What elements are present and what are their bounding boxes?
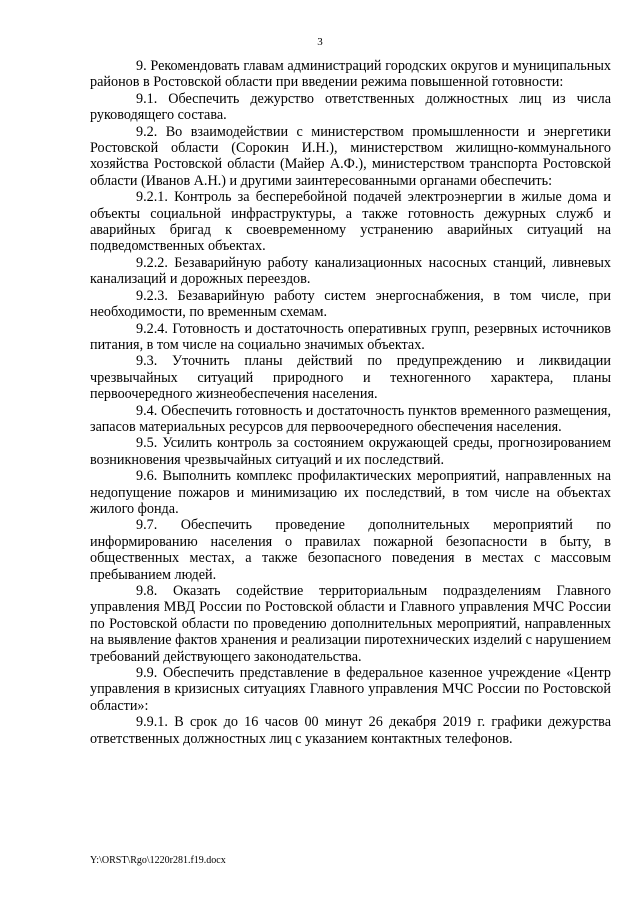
file-path-footer: Y:\ORST\Rgo\1220r281.f19.docx <box>90 855 226 866</box>
paragraph-9-2-3: 9.2.3. Безаварийную работу систем энергоснабжения, в том числе, при необходимости, по временным схемам. <box>90 287 611 321</box>
paragraph-9-2: 9.2. Во взаимодействии с министерством промышленности и энергетики Ростовской области (Сорокин И.Н.), министерством жилищно-коммунального хозяйства Ростовской области (Майер А.Ф.), министерством транспорта Ростовской области (Иванов А.Н.) и другими заинтересованными органами обеспечить: <box>90 123 611 189</box>
paragraph-9-9-1: 9.9.1. В срок до 16 часов 00 минут 26 декабря 2019 г. графики дежурства ответственных должностных лиц с указанием контактных телефонов. <box>90 714 611 747</box>
paragraph-9-8: 9.8. Оказать содействие территориальным подразделениям Главного управления МВД России по Ростовской области и Главного управления МЧС России по Ростовской области по проведению дополнительных мероприятий, направленных на выявление фактов хранения и реализации пиротехнических изделий с нарушением требований действующего законодательства. <box>90 583 611 665</box>
paragraph-9-2-2: 9.2.2. Безаварийную работу канализационных насосных станций, ливневых канализаций и дорожных переездов. <box>90 254 611 288</box>
paragraph-9: 9. Рекомендовать главам администраций городских округов и муниципальных районов в Ростовской области при введении режима повышенной готовности: <box>90 58 611 91</box>
paragraph-9-1: 9.1. Обеспечить дежурство ответственных должностных лиц из числа руководящего состава. <box>90 90 611 124</box>
paragraph-9-6: 9.6. Выполнить комплекс профилактических мероприятий, направленных на недопущение пожаров и минимизацию их последствий, в том числе на объектах жилого фонда. <box>90 468 611 517</box>
paragraph-9-9: 9.9. Обеспечить представление в федеральное казенное учреждение «Центр управления в кризисных ситуациях Главного управления МЧС России по Ростовской области»: <box>90 665 611 714</box>
paragraph-9-2-1: 9.2.1. Контроль за бесперебойной подачей электроэнергии в жилые дома и объекты социальной инфраструктуры, а также готовность дежурных служб и аварийных бригад к своевременному устранению аварийных ситуаций на подведомственных объектах. <box>90 189 611 255</box>
paragraph-9-4: 9.4. Обеспечить готовность и достаточность пунктов временного размещения, запасов материальных ресурсов для первоочередного обеспечения населения. <box>90 402 611 435</box>
page-number: 3 <box>317 36 323 48</box>
document-body <box>90 58 611 747</box>
paragraph-9-5: 9.5. Усилить контроль за состоянием окружающей среды, прогнозированием возникновения чрезвычайных ситуаций и их последствий. <box>90 435 611 468</box>
paragraph-9-3: 9.3. Уточнить планы действий по предупреждению и ликвидации чрезвычайных ситуаций природного и техногенного характера, планы первоочередного жизнеобеспечения населения. <box>90 353 611 403</box>
paragraph-9-2-4: 9.2.4. Готовность и достаточность оперативных групп, резервных источников питания, в том числе на социально значимых объектах. <box>90 320 611 353</box>
paragraph-9-7: 9.7. Обеспечить проведение дополнительных мероприятий по информированию населения о правилах пожарной безопасности в быту, в общественных местах, а также безопасного поведения в местах с массовым пребыванием людей. <box>90 517 611 583</box>
